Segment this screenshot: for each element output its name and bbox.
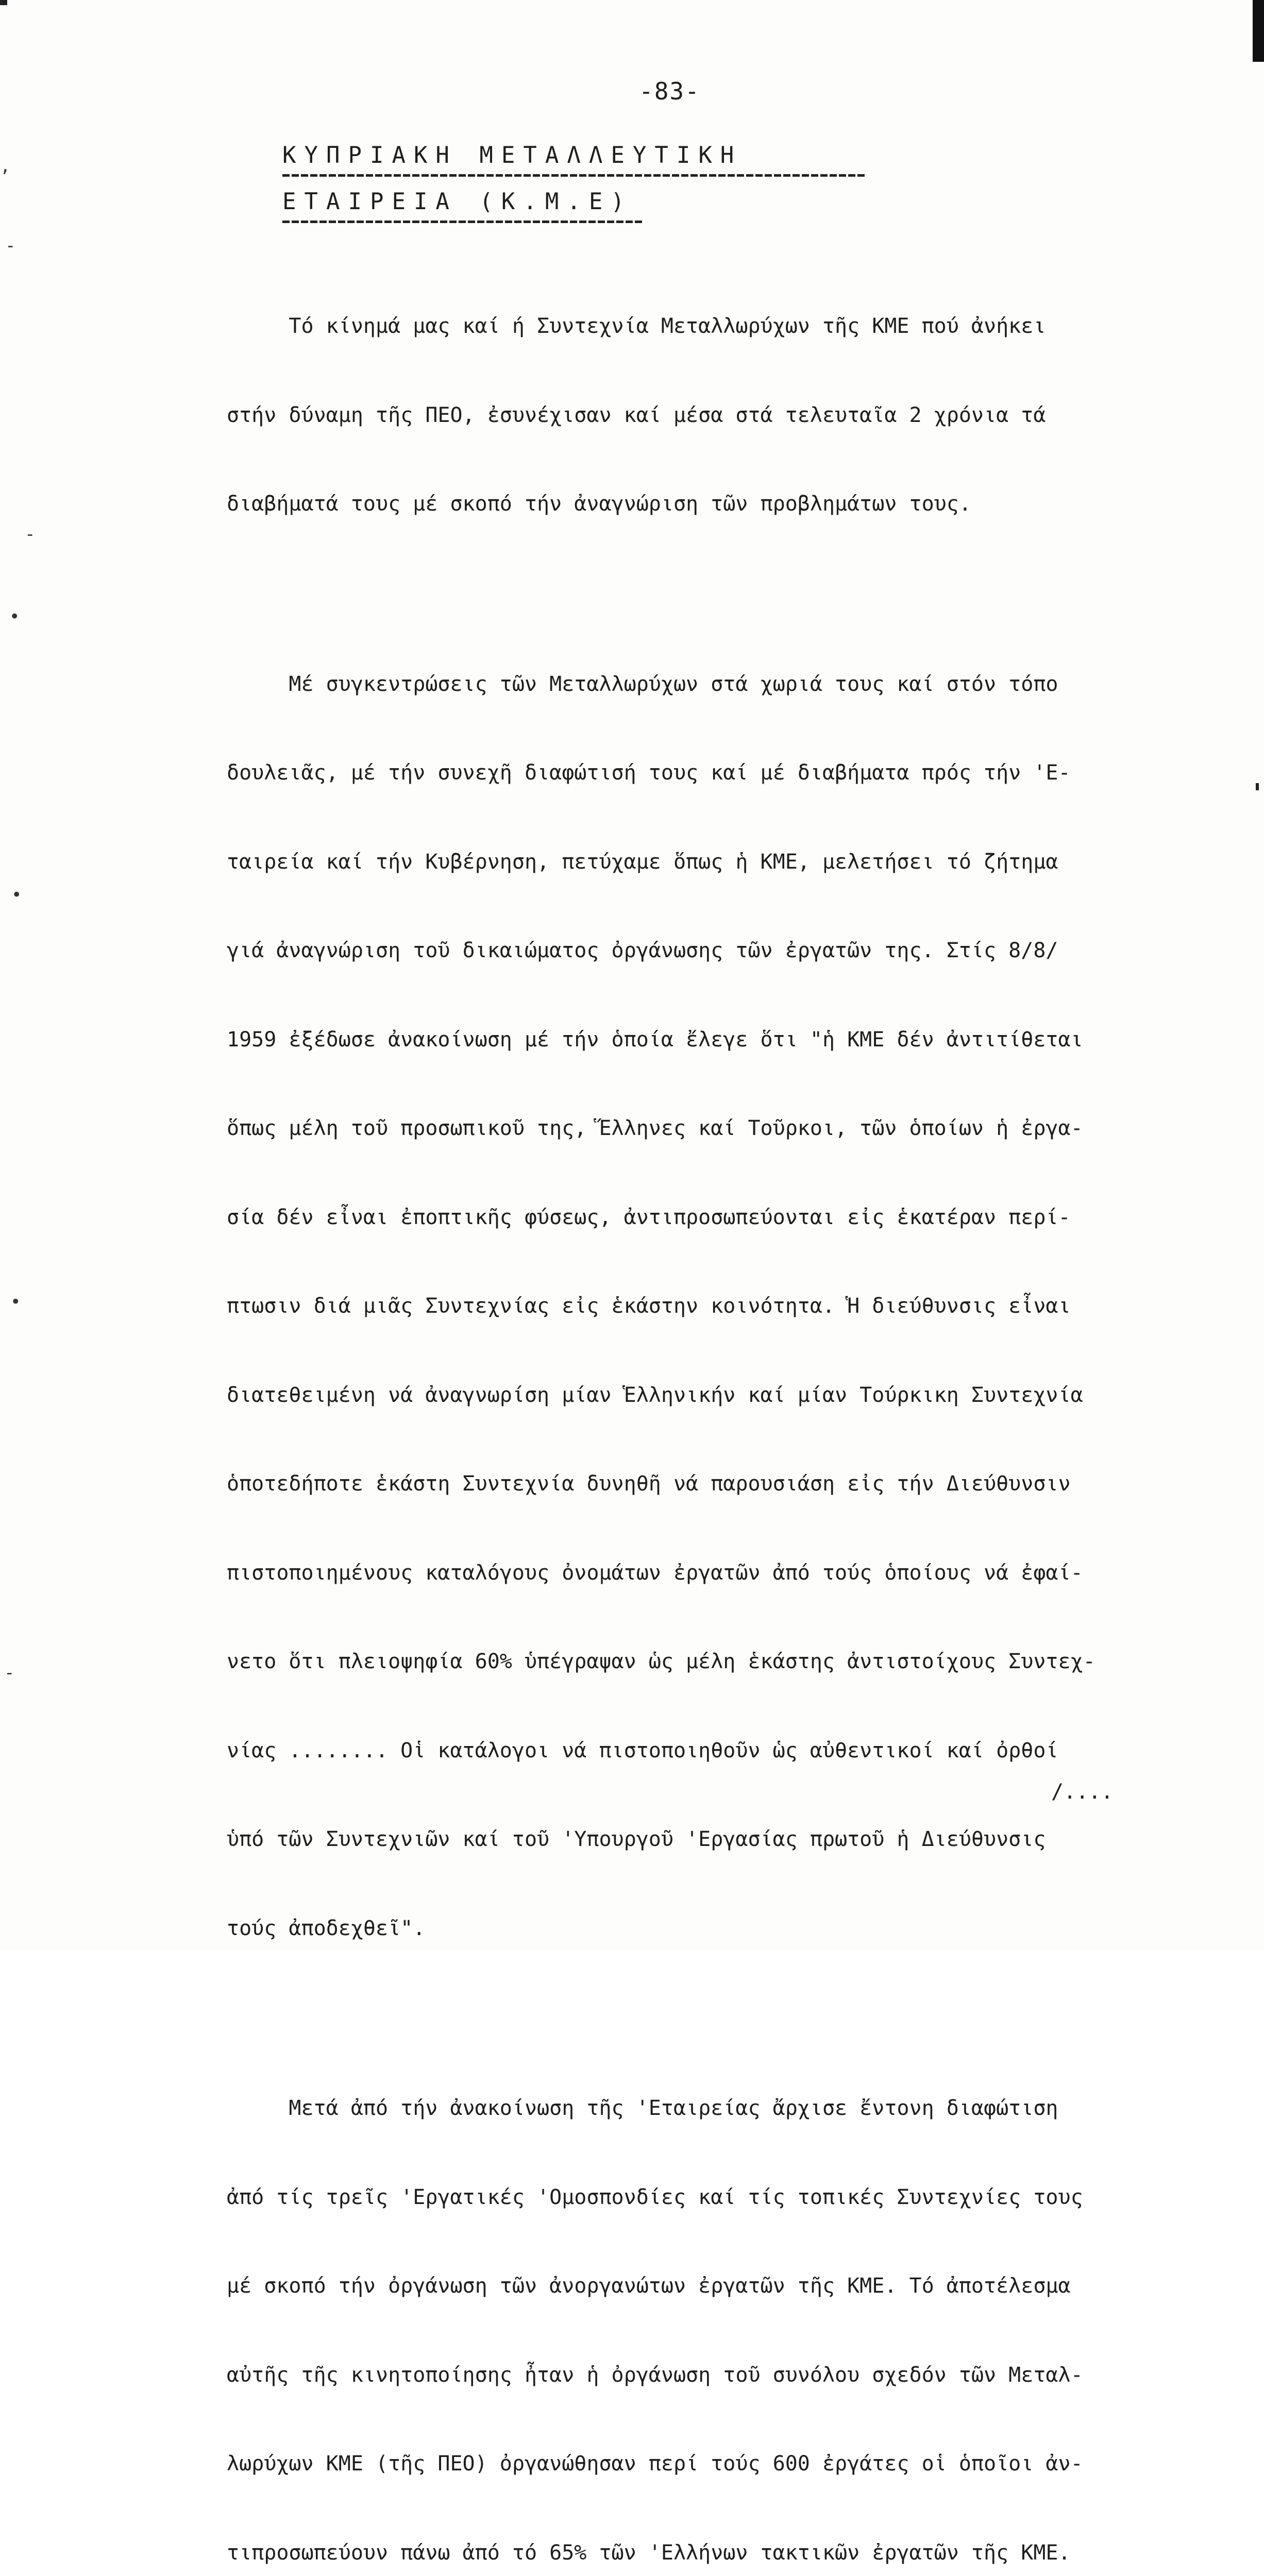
margin-mark: - (25, 524, 36, 545)
text-line: Τό κίνημά μας καί ή Συντεχνία Μεταλλωρύχων τῆς ΚΜΕ πού ἀνήκει (227, 314, 1046, 338)
scan-edge-mark (0, 0, 7, 5)
text-line: διατεθειμένη νά ἀναγνωρίση μίαν Ἑλληνικήν καί μίαν Τούρκικη Συντεχνία (227, 1383, 1083, 1407)
text-line: νίας ........ Οἱ κατάλογοι νά πιστοποιηθοῦν ὡς αὐθεντικοί καί ὀρθοί (227, 1738, 1058, 1762)
text-line: ὁποτεδήποτε ἑκάστη Συντεχνία δυνηθῆ νά παρουσιάση εἰς τήν Διεύθυνσιν (227, 1472, 1071, 1496)
text-line: Μέ συγκεντρώσεις τῶν Μεταλλωρύχων στά χωριά τους καί στόν τόπο (227, 672, 1058, 696)
text-line: Μετά ἀπό τήν ἀνακοίνωση τῆς 'Εταιρείας ἄρχισε ἔντονη διαφώτιση (227, 2096, 1058, 2120)
text-line: 1959 ἐξέδωσε ἀνακοίνωση μέ τήν ὁποία ἔλεγε ὅτι "ἡ ΚΜΕ δέν ἀντιτίθεται (227, 1027, 1083, 1052)
text-line: γιά ἀναγνώριση τοῦ δικαιώματος ὀργάνωσης τῶν ἐργατῶν της. Στίς 8/8/ (227, 939, 1058, 962)
paragraph-intro (227, 252, 1206, 579)
text-line: πτωσιν διά μιᾶς Συντεχνίας εἰς ἑκάστην κοινότητα. Ἡ διεύθυνσις εἶναι (227, 1294, 1071, 1318)
body-text (227, 252, 1206, 2576)
margin-mark: - (4, 1663, 15, 1683)
text-line: πιστοποιημένους καταλόγους ὀνομάτων ἐργατῶν ἀπό τούς ὁποίους νά ἐφαί- (227, 1561, 1083, 1585)
text-line: ἀπό τίς τρεῖς 'Εργατικές 'Ομοσπονδίες καί τίς τοπικές Συντεχνίες τους (227, 2185, 1083, 2209)
continuation-mark: /.... (1051, 1780, 1114, 1804)
heading-company-line2: ΕΤΑΙΡΕΙΑ (Κ.Μ.Ε) (282, 189, 633, 215)
margin-mark: • (11, 885, 22, 905)
text-line: ταιρεία καί τήν Κυβέρνηση, πετύχαμε ὅπως ἡ ΚΜΕ, μελετήσει τό ζήτημα (227, 850, 1058, 874)
scan-edge-mark (1256, 783, 1259, 790)
margin-mark: • (10, 1292, 21, 1312)
text-line: αὐτῆς τῆς κινητοποίησης ἦταν ἡ ὀργάνωση τοῦ συνόλου σχεδόν τῶν Μεταλ- (227, 2363, 1083, 2387)
text-line: τούς ἀποδεχθεῖ". (227, 1916, 426, 1940)
margin-mark: - (5, 235, 16, 256)
paragraph-organization (227, 2035, 1206, 2576)
scan-edge-mark (1253, 0, 1264, 62)
text-line: διαβήματά τους μέ σκοπό τήν ἀναγνώριση τῶν προβλημάτων τους. (227, 492, 971, 516)
text-line: νετο ὅτι πλειοψηφία 60% ὑπέγραψαν ὡς μέλη ἑκάστης ἀντιστοίχους Συντεχ- (227, 1650, 1096, 1673)
heading-underline (282, 221, 643, 223)
heading-underline (282, 174, 865, 177)
text-line: δουλειᾶς, μέ τήν συνεχῆ διαφώτισή τους καί μέ διαβήματα πρός τήν 'Ε- (227, 761, 1071, 785)
text-line: στήν δύναμη τῆς ΠΕΟ, ἐσυνέχισαν καί μέσα στά τελευταῖα 2 χρόνια τά (227, 403, 1046, 427)
page-number: -83- (639, 77, 700, 105)
margin-mark: • (9, 606, 20, 627)
text-line: ὑπό τῶν Συντεχνιῶν καί τοῦ 'Υπουργοῦ 'Εργασίας πρωτοῦ ἡ Διεύθυνσις (227, 1827, 1046, 1851)
text-line: λωρύχων ΚΜΕ (τῆς ΠΕΟ) ὀργανώθησαν περί τούς 600 ἐργάτες οἱ ὁποῖοι ἀν- (227, 2452, 1083, 2476)
heading-company-line1: ΚΥΠΡΙΑΚΗ ΜΕΤΑΛΛΕΥΤΙΚΗ (282, 142, 743, 168)
text-line: σία δέν εἶναι ἐποπτικῆς φύσεως, ἀντιπροσωπεύονται εἰς ἑκατέραν περί- (227, 1205, 1071, 1229)
text-line: μέ σκοπό τήν ὀργάνωση τῶν ἀνοργανώτων ἐργατῶν τῆς ΚΜΕ. Τό ἀποτέλεσμα (227, 2274, 1071, 2298)
text-line: τιπροσωπεύουν πάνω ἀπό τό 65% τῶν 'Ελλήνων τακτικῶν ἐργατῶν τῆς ΚΜΕ. (227, 2540, 1071, 2565)
text-line: ὅπως μέλη τοῦ προσωπικοῦ της, Ἕλληνες καί Τοῦρκοι, τῶν ὁποίων ἡ ἐργα- (227, 1116, 1083, 1140)
margin-mark: , (0, 156, 11, 176)
